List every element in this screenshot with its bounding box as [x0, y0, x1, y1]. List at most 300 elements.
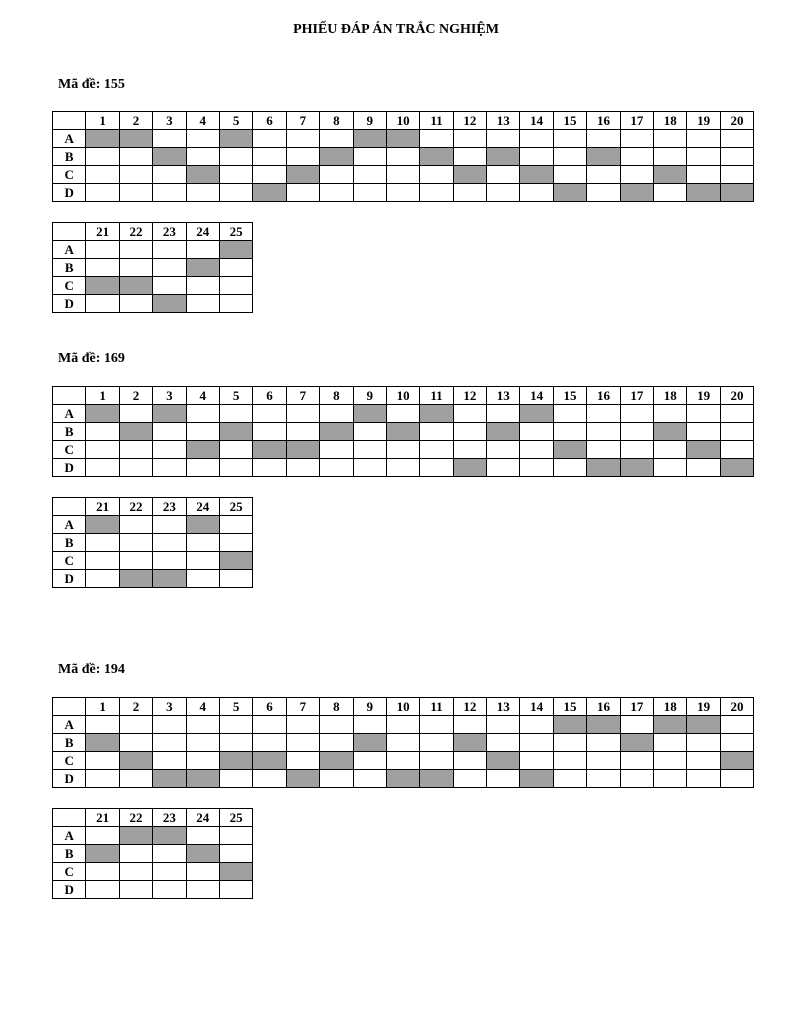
answer-cell-16-c — [587, 166, 620, 184]
answer-cell-16-c — [587, 441, 620, 459]
answer-cell-15-b — [553, 734, 586, 752]
answer-cell-17-c — [620, 752, 653, 770]
question-number-16: 16 — [587, 698, 620, 716]
option-label: B — [53, 734, 86, 752]
option-row-d — [53, 770, 754, 788]
exam-code-label: Mã đề: 155 — [58, 77, 125, 92]
grid-corner-cell — [53, 387, 86, 405]
answer-cell-6-b — [253, 734, 286, 752]
answer-cell-17-b — [620, 423, 653, 441]
answer-cell-filled-20-d — [720, 459, 753, 477]
answer-cell-8-d — [320, 770, 353, 788]
answer-cell-24-c — [186, 277, 219, 295]
answer-cell-10-a — [386, 405, 419, 423]
option-label: C — [53, 277, 86, 295]
option-label: B — [53, 148, 86, 166]
answer-cell-18-d — [654, 459, 687, 477]
answer-cell-14-c — [520, 752, 553, 770]
question-number-4: 4 — [186, 387, 219, 405]
answer-cell-filled-11-d — [420, 770, 453, 788]
option-label: A — [53, 827, 86, 845]
answer-grid-2-q1-20 — [52, 386, 754, 477]
answer-cell-filled-16-b — [587, 148, 620, 166]
question-number-13: 13 — [487, 387, 520, 405]
answer-cell-4-c — [186, 752, 219, 770]
answer-cell-23-b — [153, 259, 186, 277]
answer-cell-filled-14-d — [520, 770, 553, 788]
answer-cell-25-d — [219, 881, 252, 899]
question-number-21: 21 — [86, 498, 119, 516]
answer-cell-19-a — [687, 405, 720, 423]
option-row-d — [53, 184, 754, 202]
question-number-19: 19 — [687, 387, 720, 405]
answer-cell-25-a — [219, 827, 252, 845]
answer-cell-11-a — [420, 130, 453, 148]
answer-cell-18-b — [654, 734, 687, 752]
answer-cell-21-d — [86, 295, 119, 313]
answer-cell-13-d — [487, 459, 520, 477]
question-number-7: 7 — [286, 698, 319, 716]
option-row-c — [53, 441, 754, 459]
question-number-12: 12 — [453, 698, 486, 716]
question-number-4: 4 — [186, 698, 219, 716]
answer-cell-filled-1-b — [86, 734, 119, 752]
answer-cell-18-a — [654, 130, 687, 148]
answer-cell-filled-2-a — [119, 130, 152, 148]
answer-cell-6-b — [253, 148, 286, 166]
answer-cell-12-a — [453, 405, 486, 423]
answer-cell-20-a — [720, 716, 753, 734]
answer-cell-17-a — [620, 405, 653, 423]
answer-cell-22-b — [119, 845, 152, 863]
answer-cell-1-d — [86, 184, 119, 202]
answer-cell-5-d — [219, 770, 252, 788]
answer-cell-7-b — [286, 148, 319, 166]
question-number-20: 20 — [720, 387, 753, 405]
answer-grid-3-q21-25 — [52, 808, 253, 899]
answer-cell-16-d — [587, 184, 620, 202]
answer-cell-21-b — [86, 534, 119, 552]
answer-cell-filled-10-d — [386, 770, 419, 788]
answer-cell-12-c — [453, 752, 486, 770]
answer-cell-21-a — [86, 241, 119, 259]
answer-cell-2-c — [119, 441, 152, 459]
answer-cell-filled-9-a — [353, 130, 386, 148]
answer-cell-11-b — [420, 423, 453, 441]
answer-cell-11-a — [420, 716, 453, 734]
answer-cell-filled-12-b — [453, 734, 486, 752]
answer-cell-11-d — [420, 184, 453, 202]
question-number-11: 11 — [420, 387, 453, 405]
answer-cell-24-a — [186, 241, 219, 259]
option-label: C — [53, 752, 86, 770]
answer-cell-10-b — [386, 734, 419, 752]
answer-cell-5-c — [219, 441, 252, 459]
grid-corner-cell — [53, 112, 86, 130]
answer-cell-filled-14-c — [520, 166, 553, 184]
answer-cell-12-c — [453, 441, 486, 459]
option-label: B — [53, 534, 86, 552]
answer-cell-9-c — [353, 166, 386, 184]
answer-cell-1-c — [86, 441, 119, 459]
option-row-c — [53, 552, 253, 570]
question-number-1: 1 — [86, 698, 119, 716]
answer-cell-6-a — [253, 405, 286, 423]
answer-cell-filled-6-c — [253, 752, 286, 770]
question-number-17: 17 — [620, 387, 653, 405]
answer-cell-filled-23-a — [153, 827, 186, 845]
answer-cell-11-d — [420, 459, 453, 477]
answer-cell-24-d — [186, 881, 219, 899]
answer-cell-13-c — [487, 441, 520, 459]
answer-cell-19-c — [687, 752, 720, 770]
answer-cell-filled-17-b — [620, 734, 653, 752]
answer-cell-filled-19-c — [687, 441, 720, 459]
answer-cell-22-d — [119, 295, 152, 313]
question-number-23: 23 — [153, 223, 186, 241]
question-number-7: 7 — [286, 387, 319, 405]
answer-cell-24-d — [186, 295, 219, 313]
answer-cell-7-b — [286, 423, 319, 441]
answer-cell-18-a — [654, 405, 687, 423]
answer-cell-filled-10-a — [386, 130, 419, 148]
question-number-3: 3 — [153, 387, 186, 405]
option-row-b — [53, 259, 253, 277]
answer-cell-3-a — [153, 716, 186, 734]
question-number-12: 12 — [453, 112, 486, 130]
answer-cell-filled-18-b — [654, 423, 687, 441]
answer-cell-6-a — [253, 716, 286, 734]
answer-cell-25-a — [219, 516, 252, 534]
question-number-25: 25 — [219, 498, 252, 516]
answer-cell-filled-8-c — [320, 752, 353, 770]
option-label: C — [53, 552, 86, 570]
option-row-a — [53, 716, 754, 734]
answer-cell-4-b — [186, 148, 219, 166]
answer-cell-12-a — [453, 130, 486, 148]
answer-cell-filled-22-a — [119, 827, 152, 845]
answer-cell-filled-5-c — [219, 752, 252, 770]
answer-cell-14-a — [520, 130, 553, 148]
option-label: D — [53, 570, 86, 588]
answer-cell-20-a — [720, 130, 753, 148]
answer-cell-19-b — [687, 423, 720, 441]
question-number-9: 9 — [353, 112, 386, 130]
answer-cell-3-c — [153, 752, 186, 770]
answer-cell-15-b — [553, 423, 586, 441]
answer-cell-8-a — [320, 130, 353, 148]
answer-cell-20-d — [720, 770, 753, 788]
question-number-2: 2 — [119, 387, 152, 405]
answer-cell-filled-11-a — [420, 405, 453, 423]
question-number-13: 13 — [487, 112, 520, 130]
answer-cell-15-b — [553, 148, 586, 166]
answer-cell-21-d — [86, 881, 119, 899]
question-number-5: 5 — [219, 698, 252, 716]
question-number-16: 16 — [587, 112, 620, 130]
answer-cell-6-d — [253, 770, 286, 788]
answer-cell-16-d — [587, 770, 620, 788]
question-number-10: 10 — [386, 698, 419, 716]
question-number-16: 16 — [587, 387, 620, 405]
answer-cell-filled-20-c — [720, 752, 753, 770]
answer-cell-21-c — [86, 863, 119, 881]
option-row-b — [53, 148, 754, 166]
answer-cell-20-c — [720, 441, 753, 459]
question-number-22: 22 — [119, 809, 152, 827]
answer-cell-8-b — [320, 734, 353, 752]
option-row-b — [53, 534, 253, 552]
answer-cell-filled-2-b — [119, 423, 152, 441]
answer-cell-13-c — [487, 166, 520, 184]
question-number-12: 12 — [453, 387, 486, 405]
answer-cell-21-d — [86, 570, 119, 588]
answer-cell-3-c — [153, 166, 186, 184]
option-row-c — [53, 277, 253, 295]
option-label: A — [53, 130, 86, 148]
page-title: PHIẾU ĐÁP ÁN TRẮC NGHIỆM — [293, 22, 499, 37]
question-number-14: 14 — [520, 387, 553, 405]
answer-cell-10-d — [386, 184, 419, 202]
answer-cell-24-c — [186, 863, 219, 881]
answer-cell-9-d — [353, 184, 386, 202]
answer-cell-8-d — [320, 184, 353, 202]
answer-cell-10-c — [386, 166, 419, 184]
option-row-a — [53, 827, 253, 845]
answer-cell-5-a — [219, 405, 252, 423]
answer-cell-4-d — [186, 459, 219, 477]
option-row-d — [53, 570, 253, 588]
answer-cell-17-a — [620, 130, 653, 148]
answer-cell-filled-9-b — [353, 734, 386, 752]
answer-cell-8-a — [320, 405, 353, 423]
option-row-c — [53, 166, 754, 184]
option-row-d — [53, 881, 253, 899]
answer-cell-17-c — [620, 441, 653, 459]
answer-cell-20-b — [720, 734, 753, 752]
answer-cell-25-b — [219, 534, 252, 552]
question-number-24: 24 — [186, 809, 219, 827]
option-row-c — [53, 752, 754, 770]
answer-cell-filled-11-b — [420, 148, 453, 166]
answer-cell-11-c — [420, 441, 453, 459]
answer-cell-22-c — [119, 863, 152, 881]
answer-cell-filled-14-a — [520, 405, 553, 423]
answer-cell-16-c — [587, 752, 620, 770]
answer-cell-filled-6-d — [253, 184, 286, 202]
answer-cell-filled-10-b — [386, 423, 419, 441]
question-number-25: 25 — [219, 223, 252, 241]
question-number-24: 24 — [186, 498, 219, 516]
grid-corner-cell — [53, 223, 86, 241]
answer-cell-23-a — [153, 241, 186, 259]
answer-cell-14-d — [520, 184, 553, 202]
answer-cell-filled-24-a — [186, 516, 219, 534]
option-label: D — [53, 881, 86, 899]
option-label: D — [53, 459, 86, 477]
question-number-5: 5 — [219, 387, 252, 405]
option-row-b — [53, 845, 253, 863]
question-number-6: 6 — [253, 698, 286, 716]
answer-cell-17-d — [620, 770, 653, 788]
grid-corner-cell — [53, 809, 86, 827]
answer-cell-filled-23-d — [153, 570, 186, 588]
answer-cell-4-b — [186, 423, 219, 441]
answer-cell-3-b — [153, 423, 186, 441]
question-number-17: 17 — [620, 698, 653, 716]
answer-cell-10-d — [386, 459, 419, 477]
question-number-13: 13 — [487, 698, 520, 716]
answer-cell-2-b — [119, 148, 152, 166]
answer-cell-9-a — [353, 716, 386, 734]
answer-cell-2-a — [119, 405, 152, 423]
answer-cell-3-d — [153, 184, 186, 202]
answer-cell-14-c — [520, 441, 553, 459]
answer-cell-24-b — [186, 534, 219, 552]
option-label: A — [53, 405, 86, 423]
question-number-17: 17 — [620, 112, 653, 130]
answer-cell-20-b — [720, 423, 753, 441]
answer-cell-4-a — [186, 716, 219, 734]
answer-cell-23-d — [153, 881, 186, 899]
answer-cell-19-b — [687, 734, 720, 752]
answer-cell-filled-8-b — [320, 148, 353, 166]
answer-cell-23-a — [153, 516, 186, 534]
answer-cell-4-b — [186, 734, 219, 752]
question-number-20: 20 — [720, 698, 753, 716]
answer-cell-7-d — [286, 459, 319, 477]
answer-cell-7-a — [286, 130, 319, 148]
answer-cell-filled-21-b — [86, 845, 119, 863]
question-number-2: 2 — [119, 112, 152, 130]
answer-cell-15-a — [553, 130, 586, 148]
answer-cell-22-a — [119, 241, 152, 259]
grid-corner-cell — [53, 498, 86, 516]
answer-cell-24-a — [186, 827, 219, 845]
answer-cell-3-b — [153, 734, 186, 752]
option-label: D — [53, 295, 86, 313]
answer-cell-2-c — [119, 166, 152, 184]
option-label: D — [53, 184, 86, 202]
answer-cell-filled-15-d — [553, 184, 586, 202]
answer-cell-16-b — [587, 423, 620, 441]
answer-cell-filled-21-c — [86, 277, 119, 295]
answer-cell-16-a — [587, 130, 620, 148]
answer-cell-24-d — [186, 570, 219, 588]
answer-cell-filled-2-c — [119, 752, 152, 770]
answer-cell-6-b — [253, 423, 286, 441]
question-number-1: 1 — [86, 387, 119, 405]
answer-cell-20-b — [720, 148, 753, 166]
answer-cell-9-c — [353, 752, 386, 770]
option-row-a — [53, 130, 754, 148]
answer-cell-6-d — [253, 459, 286, 477]
answer-cell-2-a — [119, 716, 152, 734]
answer-cell-filled-16-a — [587, 716, 620, 734]
answer-cell-filled-5-b — [219, 423, 252, 441]
answer-cell-filled-25-c — [219, 552, 252, 570]
question-number-8: 8 — [320, 387, 353, 405]
answer-cell-filled-9-a — [353, 405, 386, 423]
answer-cell-filled-5-a — [219, 130, 252, 148]
question-number-15: 15 — [553, 698, 586, 716]
question-number-7: 7 — [286, 112, 319, 130]
answer-cell-6-a — [253, 130, 286, 148]
answer-cell-25-d — [219, 570, 252, 588]
answer-cell-19-b — [687, 148, 720, 166]
answer-cell-13-b — [487, 734, 520, 752]
answer-cell-10-b — [386, 148, 419, 166]
answer-cell-filled-17-d — [620, 459, 653, 477]
question-number-18: 18 — [654, 387, 687, 405]
answer-cell-8-a — [320, 716, 353, 734]
answer-cell-filled-3-d — [153, 770, 186, 788]
question-number-18: 18 — [654, 112, 687, 130]
answer-cell-12-b — [453, 423, 486, 441]
answer-cell-18-c — [654, 441, 687, 459]
answer-cell-18-b — [654, 148, 687, 166]
answer-cell-23-c — [153, 277, 186, 295]
question-number-8: 8 — [320, 698, 353, 716]
answer-cell-filled-20-d — [720, 184, 753, 202]
answer-cell-13-a — [487, 716, 520, 734]
answer-cell-filled-18-c — [654, 166, 687, 184]
answer-cell-filled-12-d — [453, 459, 486, 477]
answer-cell-14-a — [520, 716, 553, 734]
question-number-23: 23 — [153, 809, 186, 827]
option-row-c — [53, 863, 253, 881]
answer-cell-2-b — [119, 734, 152, 752]
answer-cell-filled-7-c — [286, 441, 319, 459]
answer-cell-19-d — [687, 770, 720, 788]
answer-cell-filled-19-a — [687, 716, 720, 734]
answer-cell-8-c — [320, 166, 353, 184]
answer-cell-10-c — [386, 441, 419, 459]
answer-grid-2-q21-25 — [52, 497, 253, 588]
question-number-14: 14 — [520, 698, 553, 716]
answer-cell-23-b — [153, 845, 186, 863]
answer-cell-12-d — [453, 770, 486, 788]
answer-cell-filled-4-c — [186, 166, 219, 184]
question-number-15: 15 — [553, 387, 586, 405]
answer-cell-filled-13-c — [487, 752, 520, 770]
question-number-11: 11 — [420, 112, 453, 130]
answer-cell-filled-13-b — [487, 423, 520, 441]
answer-cell-filled-16-d — [587, 459, 620, 477]
question-number-25: 25 — [219, 809, 252, 827]
answer-cell-filled-6-c — [253, 441, 286, 459]
question-number-6: 6 — [253, 387, 286, 405]
question-number-4: 4 — [186, 112, 219, 130]
answer-cell-13-d — [487, 184, 520, 202]
answer-cell-25-c — [219, 277, 252, 295]
answer-cell-23-c — [153, 552, 186, 570]
answer-cell-1-b — [86, 423, 119, 441]
answer-cell-filled-22-c — [119, 277, 152, 295]
answer-cell-15-c — [553, 166, 586, 184]
answer-cell-filled-7-c — [286, 166, 319, 184]
answer-cell-15-c — [553, 752, 586, 770]
answer-cell-18-c — [654, 752, 687, 770]
question-number-11: 11 — [420, 698, 453, 716]
answer-cell-22-a — [119, 516, 152, 534]
answer-cell-24-c — [186, 552, 219, 570]
question-number-10: 10 — [386, 387, 419, 405]
option-label: A — [53, 516, 86, 534]
answer-cell-15-a — [553, 405, 586, 423]
option-row-a — [53, 241, 253, 259]
question-number-19: 19 — [687, 112, 720, 130]
